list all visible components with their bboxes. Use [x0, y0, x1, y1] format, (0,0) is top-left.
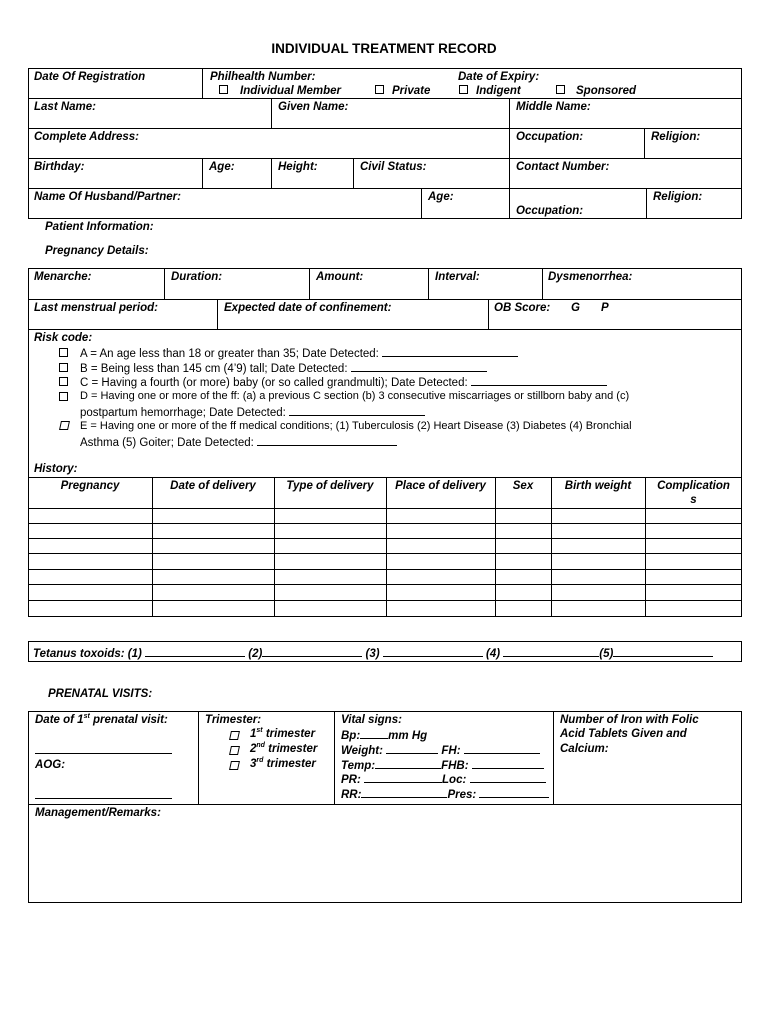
date-first-visit-tail: prenatal visit: [89, 714, 168, 726]
risk-c-date-field[interactable] [471, 374, 607, 386]
management-remarks-field[interactable] [30, 822, 740, 900]
iron-label-3: Calcium: [560, 743, 609, 755]
height-label: Height: [278, 161, 318, 173]
trimester-1-checkbox[interactable] [229, 731, 240, 740]
trimester-2-sup: nd [256, 742, 265, 750]
birthday-label: Birthday: [34, 161, 85, 173]
sponsored-checkbox[interactable] [556, 85, 565, 94]
aog-field[interactable] [35, 798, 172, 799]
temp-field[interactable] [375, 757, 441, 769]
edc-label: Expected date of confinement: [224, 302, 392, 314]
trimester-1-num: 1 [250, 728, 257, 740]
risk-e-row-2 [80, 434, 397, 450]
date-of-registration-label: Date Of Registration [34, 71, 146, 83]
loc-field[interactable] [470, 771, 546, 783]
bp-label: Bp: [341, 730, 361, 742]
fh-field[interactable] [464, 742, 540, 754]
trimester-2-num: 2 [250, 743, 257, 755]
risk-c-row [80, 374, 607, 390]
trimester-3-label [250, 757, 316, 771]
date-first-visit-sup: st [83, 713, 90, 721]
weight-label: Weight: [341, 745, 383, 757]
ob-p-label: P [601, 302, 609, 314]
tetanus-5-field[interactable] [613, 645, 713, 657]
interval-label: Interval: [435, 271, 480, 283]
trimester-3-num: 3 [250, 758, 257, 770]
date-first-visit-label [35, 713, 168, 727]
risk-d-text-2: postpartum hemorrhage; Date Detected: [80, 407, 286, 419]
partner-occupation-label: Occupation: [516, 205, 584, 217]
tetanus-3-field[interactable] [383, 645, 483, 657]
tetanus-row [33, 645, 713, 661]
given-name-label: Given Name: [278, 101, 349, 113]
fhb-field[interactable] [472, 757, 544, 769]
rr-field[interactable] [361, 786, 447, 798]
age-label: Age: [209, 161, 235, 173]
page-title: INDIVIDUAL TREATMENT RECORD [271, 41, 497, 56]
risk-a-checkbox[interactable] [59, 348, 68, 357]
individual-member-label: Individual Member [240, 85, 341, 97]
pregnancy-details-heading: Pregnancy Details: [45, 245, 149, 257]
private-label: Private [392, 85, 431, 97]
husband-partner-label: Name Of Husband/Partner: [34, 191, 181, 203]
tetanus-3-label: (3) [365, 648, 380, 660]
history-col-place-of-delivery: Place of delivery [395, 480, 486, 492]
trimester-2-label [250, 742, 317, 756]
date-first-visit-text: Date of 1 [35, 714, 84, 726]
history-col-complications: Complication [657, 480, 730, 492]
trimester-1-label [250, 727, 315, 741]
bp-row [341, 727, 427, 743]
iron-label-2: Acid Tablets Given and [560, 728, 687, 740]
patient-information-heading: Patient Information: [45, 221, 154, 233]
pr-field[interactable] [364, 771, 442, 783]
risk-c-text: C = Having a fourth (or more) baby (or so called grandmulti); Date Detected: [80, 377, 468, 389]
trimester-1-word: trimester [262, 728, 316, 740]
history-col-birth-weight: Birth weight [564, 480, 632, 492]
history-col-pregnancy: Pregnancy [60, 480, 120, 492]
risk-b-date-field[interactable] [351, 360, 487, 372]
history-label: History: [34, 463, 78, 475]
management-remarks-label: Management/Remarks: [35, 807, 161, 819]
trimester-label: Trimester: [205, 714, 262, 726]
aog-label: AOG: [35, 759, 66, 771]
philhealth-number-label: Philhealth Number: [210, 71, 316, 83]
prenatal-visits-heading: PRENATAL VISITS: [48, 688, 153, 700]
lmp-label: Last menstrual period: [34, 302, 158, 314]
risk-e-date-field[interactable] [257, 434, 397, 446]
weight-row [341, 742, 540, 758]
tetanus-1-field[interactable] [145, 645, 245, 657]
mmhg-label: mm Hg [388, 730, 428, 742]
complete-address-label: Complete Address: [34, 131, 140, 143]
ob-score-label: OB Score: [494, 302, 551, 314]
history-col-complications-wrap: s [690, 494, 697, 506]
civil-status-label: Civil Status: [360, 161, 427, 173]
trimester-3-word: trimester [263, 758, 316, 770]
trimester-2-checkbox[interactable] [229, 746, 240, 755]
amount-label: Amount: [316, 271, 364, 283]
tetanus-1-label: (1) [127, 648, 142, 660]
trimester-3-sup: rd [256, 757, 264, 765]
trimester-2-word: trimester [264, 743, 318, 755]
risk-b-text: B = Being less than 145 cm (4’9) tall; Date Detected: [80, 363, 348, 375]
fh-label: FH: [441, 745, 461, 757]
dysmenorrhea-label: Dysmenorrhea: [548, 271, 633, 283]
fhb-label: FHB: [441, 760, 469, 772]
religion-label: Religion: [651, 131, 701, 143]
indigent-label: Indigent [476, 85, 521, 97]
pr-label: PR: [341, 774, 361, 786]
history-col-type-of-delivery: Type of delivery [286, 480, 374, 492]
pres-label: Pres: [447, 789, 477, 801]
tetanus-label: Tetanus toxoids: [33, 648, 125, 660]
date-of-expiry-label: Date of Expiry: [458, 71, 540, 83]
trimester-3-checkbox[interactable] [229, 761, 240, 770]
risk-a-text: A = An age less than 18 or greater than 35; Date Detected: [80, 348, 379, 360]
risk-a-row [80, 345, 518, 361]
date-first-visit-field[interactable] [35, 753, 172, 754]
contact-number-label: Contact Number: [516, 161, 610, 173]
iron-label-1: Number of Iron with Folic [560, 714, 699, 726]
risk-code-label: Risk code: [34, 332, 93, 344]
tetanus-2-label: (2) [248, 648, 263, 660]
risk-d-date-field[interactable] [289, 404, 425, 416]
vital-signs-label: Vital signs: [341, 714, 402, 726]
tetanus-5-label: (5) [599, 648, 614, 660]
risk-d-checkbox[interactable] [59, 392, 68, 401]
risk-e-checkbox[interactable] [59, 421, 70, 430]
partner-age-label: Age: [428, 191, 454, 203]
risk-c-checkbox[interactable] [59, 377, 68, 386]
duration-label: Duration: [171, 271, 223, 283]
individual-member-checkbox[interactable] [219, 85, 228, 94]
rr-row [341, 786, 549, 802]
tetanus-4-field[interactable] [503, 645, 599, 657]
ob-g-label: G [571, 302, 580, 314]
occupation-label: Occupation: [516, 131, 584, 143]
loc-label: Loc: [442, 774, 467, 786]
tetanus-2-field[interactable] [262, 645, 362, 657]
risk-e-text-1: E = Having one or more of the ff medical conditions; (1) Tuberculosis (2) Heart Disease (3) Diabetes (4) Bronchial [80, 420, 632, 432]
menarche-label: Menarche: [34, 271, 92, 283]
weight-field[interactable] [386, 742, 438, 754]
risk-d-row-2 [80, 404, 425, 420]
bp-field[interactable] [360, 727, 388, 739]
trimester-1-sup: st [256, 727, 263, 735]
temp-label: Temp: [341, 760, 376, 772]
indigent-checkbox[interactable] [459, 85, 468, 94]
middle-name-label: Middle Name: [516, 101, 591, 113]
private-checkbox[interactable] [375, 85, 384, 94]
risk-b-checkbox[interactable] [59, 363, 68, 372]
tetanus-4-label: (4) [486, 648, 501, 660]
history-col-sex: Sex [512, 480, 534, 492]
pr-row [341, 771, 546, 787]
risk-a-date-field[interactable] [382, 345, 518, 357]
pres-field[interactable] [479, 786, 549, 798]
history-col-date-of-delivery: Date of delivery [170, 480, 256, 492]
partner-religion-label: Religion: [653, 191, 703, 203]
risk-d-text-1: D = Having one or more of the ff: (a) a previous C section (b) 3 consecutive miscarriages or stillborn baby and (c) [80, 390, 630, 402]
sponsored-label: Sponsored [576, 85, 637, 97]
rr-label: RR: [341, 789, 362, 801]
risk-e-text-2: Asthma (5) Goiter; Date Detected: [80, 437, 254, 449]
last-name-label: Last Name: [34, 101, 96, 113]
